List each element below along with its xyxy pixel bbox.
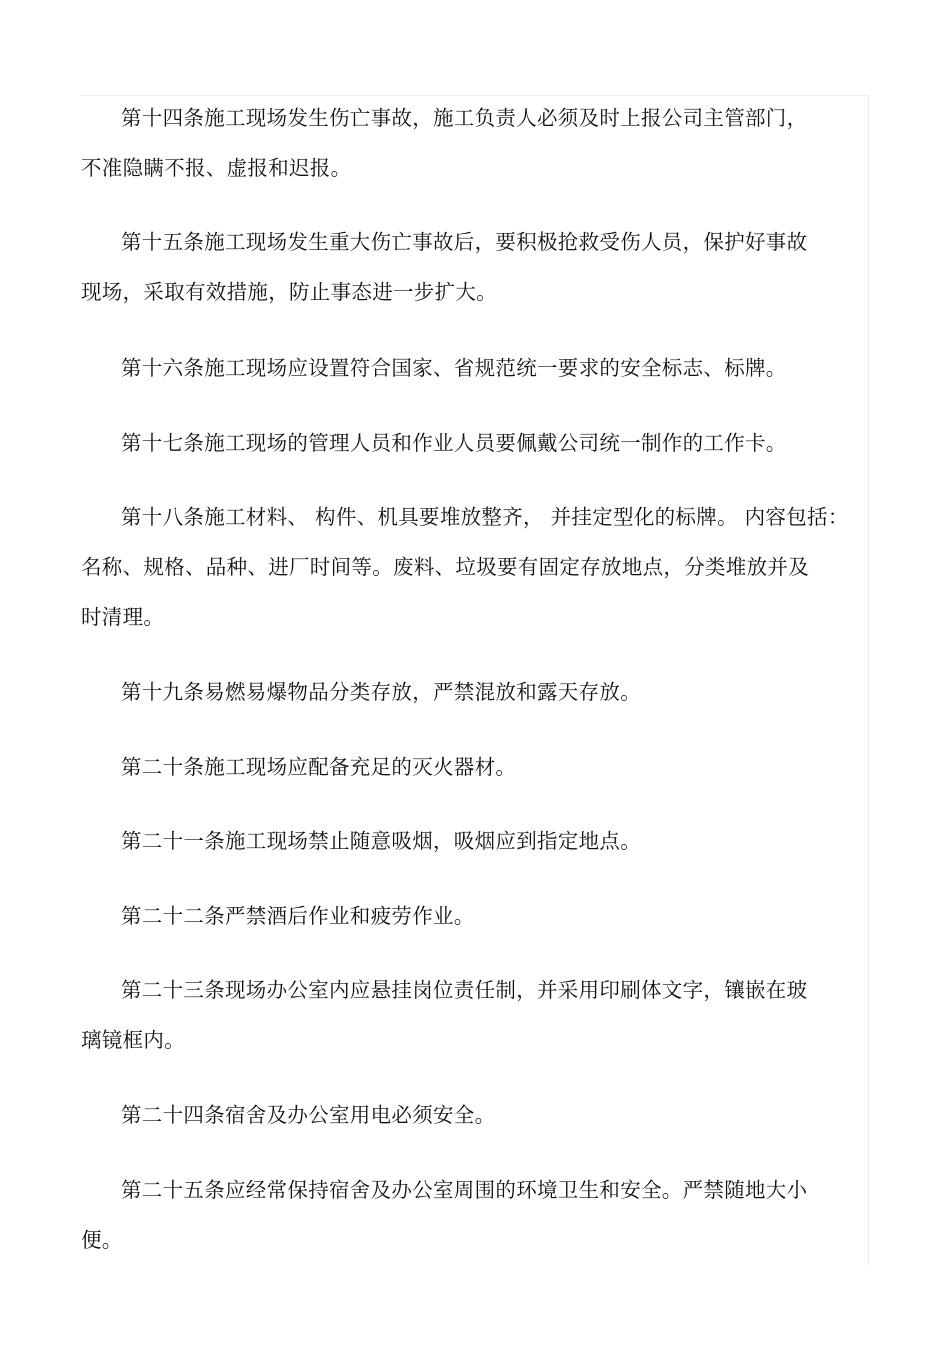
article-line: 不准隐瞒不报、虚报和迟报。 bbox=[81, 156, 352, 180]
article-line: 第二十一条施工现场禁止随意吸烟，吸烟应到指定地点。 bbox=[121, 829, 641, 853]
article-20 bbox=[81, 742, 851, 792]
article-22 bbox=[81, 891, 851, 941]
article-line: 第十七条施工现场的管理人员和作业人员要佩戴公司统一制作的工作卡。 bbox=[121, 431, 787, 455]
article-21 bbox=[81, 816, 851, 866]
article-line: 第二十五条应经常保持宿舍及办公室周围的环境卫生和安全。严禁随地大小 bbox=[121, 1178, 808, 1202]
article-line: 便。 bbox=[81, 1228, 123, 1252]
article-17 bbox=[81, 418, 851, 468]
article-line: 第二十三条现场办公室内应悬挂岗位责任制，并采用印刷体文字，镶嵌在玻 bbox=[121, 978, 808, 1002]
article-line: 第十六条施工现场应设置符合国家、省规范统一要求的安全标志、标牌。 bbox=[121, 356, 787, 380]
article-line: 第二十四条宿舍及办公室用电必须安全。 bbox=[121, 1103, 496, 1127]
article-line: 第十九条易燃易爆物品分类存放，严禁混放和露天存放。 bbox=[121, 680, 641, 704]
article-line: 时清理。 bbox=[81, 605, 165, 629]
article-line: 第二十二条严禁酒后作业和疲劳作业。 bbox=[121, 904, 475, 928]
article-line: 现场，采取有效措施，防止事态进一步扩大。 bbox=[81, 280, 497, 304]
article-24 bbox=[81, 1090, 851, 1140]
article-line: 第十四条施工现场发生伤亡事故，施工负责人必须及时上报公司主管部门， bbox=[121, 106, 808, 130]
article-line: 名称、规格、品种、进厂时间等。废料、垃圾要有固定存放地点，分类堆放并及 bbox=[81, 555, 809, 579]
article-16 bbox=[81, 343, 851, 393]
article-line: 第十五条施工现场发生重大伤亡事故后，要积极抢救受伤人员，保护好事故 bbox=[121, 230, 808, 254]
article-25 bbox=[81, 1165, 851, 1265]
article-18 bbox=[81, 492, 851, 642]
article-14 bbox=[81, 93, 851, 193]
article-23 bbox=[81, 965, 851, 1065]
article-15 bbox=[81, 217, 851, 317]
article-line: 第十八条施工材料、 构件、机具要堆放整齐， 并挂定型化的标牌。 内容包括： bbox=[121, 505, 849, 529]
article-line: 第二十条施工现场应配备充足的灭火器材。 bbox=[121, 755, 517, 779]
article-19 bbox=[81, 667, 851, 717]
article-line: 璃镜框内。 bbox=[81, 1028, 185, 1052]
